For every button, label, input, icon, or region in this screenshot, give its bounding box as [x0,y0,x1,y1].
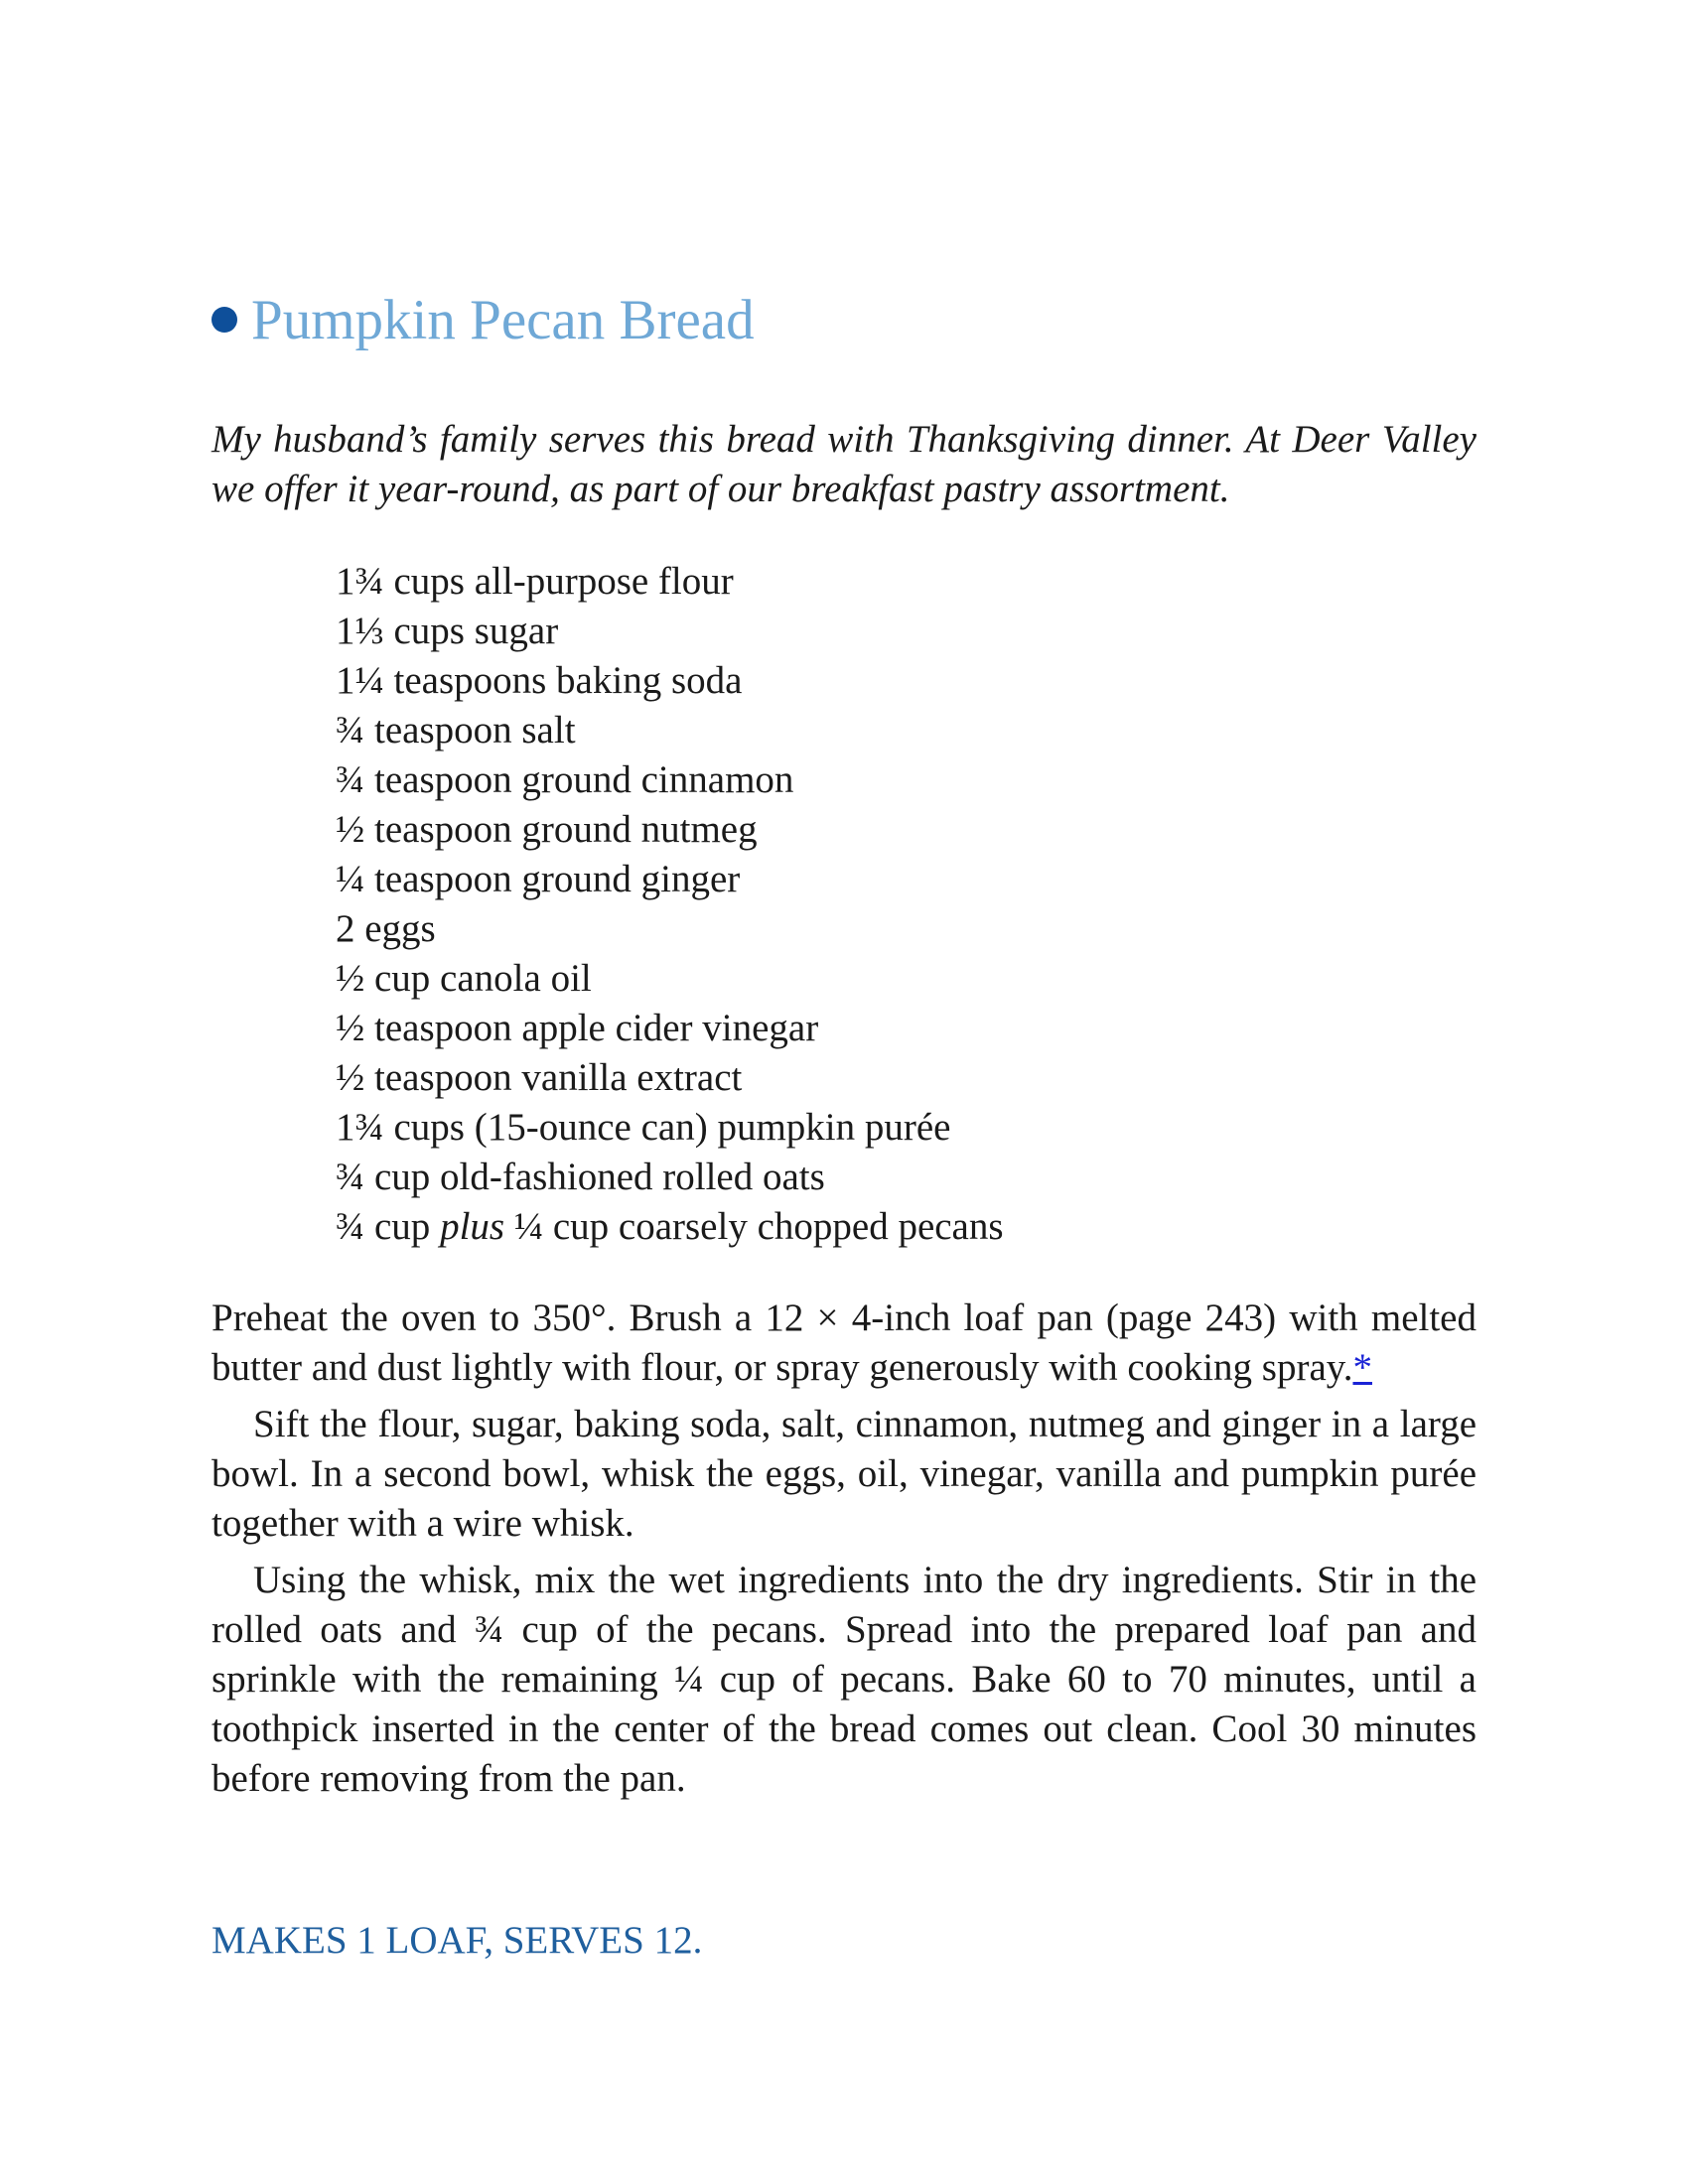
ingredient-item: ½ teaspoon apple cider vinegar [336,1007,819,1049]
ingredient-item: 1¼ teaspoons baking soda [336,659,743,702]
ingredient-item: 1⅓ cups sugar [336,610,559,652]
ingredient-item: ½ teaspoon ground nutmeg [336,808,758,851]
recipe-intro: My husband’s family serves this bread with Thanksgiving dinner. At Deer Valley we offer it year-round, as part of our breakfast pastry assortment. [211,418,1477,510]
ingredient-item: 1¾ cups (15-ounce can) pumpkin purée [336,1106,951,1149]
footnote-link[interactable]: * [1352,1346,1372,1389]
ingredient-item: ¼ teaspoon ground ginger [336,858,741,900]
recipe-title [211,286,755,355]
ingredient-list [336,557,1004,1252]
method-step-2: Sift the flour, sugar, baking soda, salt, cinnamon, nutmeg and ginger in a large bowl. In a second bowl, whisk the eggs, oil, vinegar, vanilla and pumpkin purée together with a wire whisk. [211,1403,1477,1545]
ingredient-item: ¾ teaspoon salt [336,709,576,751]
ingredient-item: ¾ teaspoon ground cinnamon [336,758,794,801]
recipe-yield: MAKES 1 LOAF, SERVES 12. [211,1919,703,1962]
ingredient-item: 2 eggs [336,907,436,950]
bullet-icon [211,307,237,333]
method-step-1 [211,1294,1477,1393]
recipe-title-text: Pumpkin Pecan Bread [251,289,755,351]
ingredient-pecans-after: ¼ cup coarsely chopped pecans [504,1205,1004,1248]
method-step-1-text: Preheat the oven to 350°. Brush a 12 × 4-inch loaf pan (page 243) with melted butter and dust lightly with flour, or spray generously with cooking spray. [211,1297,1477,1389]
ingredient-item: ¾ cup old-fashioned rolled oats [336,1156,825,1198]
recipe-method [211,1294,1477,1811]
ingredient-pecans-before: ¾ cup [336,1205,441,1248]
ingredient-item-pecans [336,1202,1004,1252]
ingredient-item: ½ teaspoon vanilla extract [336,1056,743,1099]
ingredient-pecans-emphasis: plus [440,1205,505,1248]
ingredient-item: ½ cup canola oil [336,957,592,1000]
ingredient-item: 1¾ cups all-purpose flour [336,560,734,603]
method-step-3: Using the whisk, mix the wet ingredients into the dry ingredients. Stir in the rolled oats and ¾ cup of the pecans. Spread into the prepared loaf pan and sprinkle with the remaining ¼ cup of pecans. Bake 60 to 70 minutes, until a toothpick inserted in the center of the bread comes out clean. Cool 30 minutes before removing from the pan. [211,1559,1477,1800]
